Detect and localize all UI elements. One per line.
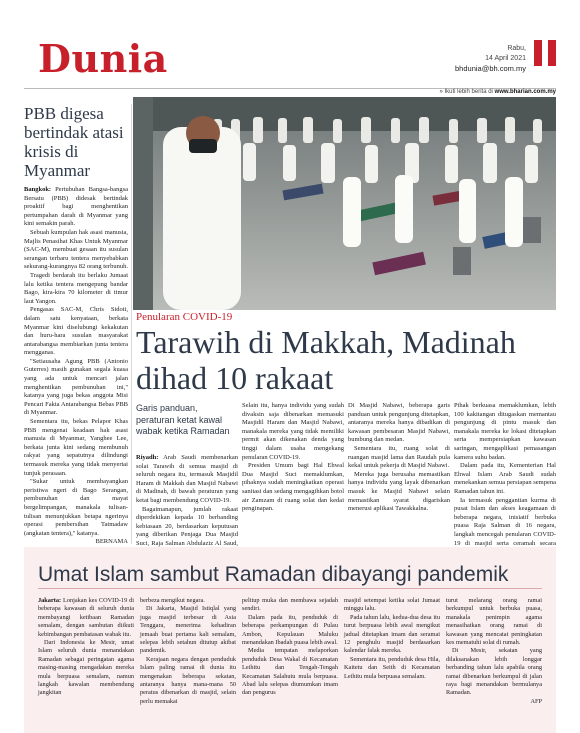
tagline-prefix: » Ikuti lebih berita di <box>439 89 495 95</box>
sidebar-body <box>24 186 128 547</box>
banner-article <box>24 547 556 733</box>
banner-paragraph: turut melarang orang ramai berkumpul untuk berbuka puasa, manakala penimpin agama menasihatkan orang ramai di kawasan yang mencatat peningkatan kes mematuhi solat di rumah. <box>446 597 542 647</box>
banner-paragraph: Lonjakan kes COVID-19 di beberapa kawasan di seluruh dunia membayangi ketibaan Ramadan semalam, dengan sambutan diikuti kebimbangan pembatasan wabak itu. <box>38 597 134 638</box>
issue-day: Rabu, <box>507 45 526 52</box>
main-paragraph: Mereka juga berusaha memastikan hanya individu yang layak dibenarkan masuk ke Masjid Nabawi selain memastikan syarat digariskan menerusi aplikasi Tawakkalna. <box>348 470 450 513</box>
banner-paragraph: Pada tahun lalu, kedua-dua desa itu turut berpuasa lebih awal mengikut jadual ditetapkan imam dan seramai 12 penghulu masjid berdasarkan kalendar falak mereka. <box>344 613 440 655</box>
banner-paragraph: Media tempatan melaporkan penduduk Desa Wakal di Kecamatan Leihitu dan Tengah-Tengah Kecamatan Salahutu mula berpuasa. Abad lalu selepas diumumkan imam dan pengurus <box>242 647 338 697</box>
mosque-photo <box>133 97 556 310</box>
sidebar-paragraph: Pengasas SAC-M, Chris Sidoti, dalam satu kenyataan, berkata Myanmar kini diselubungi kekakutan dan huru-hara susulan masyarakat antarabangsa membiarkan junta tentera mengganas. <box>24 306 128 357</box>
main-paragraph: Dalam pada itu, Kementerian Hal Ehwal Islam Arab Saudi sudah menekankan semua persiapan sempena Ramadan tahun ini. <box>454 462 556 495</box>
site-link[interactable]: www.bharian.com.my <box>494 89 556 95</box>
main-paragraph: Ia termasuk penggantian kurma di pusat Islam dan akses keagamaan di beberapa negara, inisiatif berbuka puasa Raja Salman di 16 negara, langkah mencegah penularan COVID-19 di masjid serta ceramah secara <box>454 496 556 547</box>
issue-date: 14 April 2021 <box>485 55 526 62</box>
main-paragraph: Pihak berkuasa memaklumkan, lebih 100 kakitangan ditugaskan memantau pengunjung di pintu masuk dan manakala mereka ke lokasi ditetapkan serta mempersiapkan kawasan saringan, mengaplikasi pemasangan kamera suhu badan. <box>454 402 556 461</box>
banner-headline: Umat Islam sambut Ramadan dibayangi pandemik <box>38 563 509 586</box>
banner-paragraph: Di Mesir, sekatan yang dilaksanakan lebih longgar berbanding tahun lalu apabila orang ramai dibenarkan berkumpul di jalan raya bagi menandakan bermulanya Ramadan. <box>446 647 542 697</box>
banner-paragraph: Sementara itu, penduduk desa Hila, Kaitetu dan Seith di Kecamatan Leihitu mula berpuasa semalam. <box>344 655 440 680</box>
banner-paragraph: Dalam pada itu, penduduk di beberapa perkampungan di Pulau Ambon, Kepulauan Maluku menandakan Ibadah puasa lebih awal. <box>242 613 338 647</box>
banner-paragraph: berbeza mengikut negara. <box>140 597 205 604</box>
main-paragraph: Bagaimanapun, jumlah rakaat diperdekikan kepada 10 berbanding kebiasaan 20, berdasarkan keputusan yang diberikan Penjaga Dua Masjid Suci, Raja Salman Abdulaziz Al Saud, <box>136 505 238 547</box>
sidebar-paragraph: "Setiausaha Agung PBB (Antonio Guterres) masih gunakan segala kuasa yang ada untuk mencari jalan menghentikan pembunuhan ini," katanya yang juga bekas anggota Misi Pencari Fakta Antarabangsa Bebas PBB di Myanmar. <box>24 357 128 417</box>
photo-illustration <box>133 97 556 310</box>
banner-column-1 <box>38 597 134 698</box>
banner-paragraph: pelitup muka dan membawa sejadah sendiri. <box>242 597 338 613</box>
main-paragraph: Selain itu, hanya individu yang sudah divaksin saja dibenarkan memasuki Masjidil Haram dan Masjid Nabawi, manakala mereka yang tidak memiliki permit akan dikenakan denda yang tinggi dalam usaha mengekang penularan COVID-19. <box>242 402 344 461</box>
sidebar-paragraph: Sementara itu, bekas Pelapor Khas PBB mengenai keadaan hak asasi manusia di Myanmar, Yanghee Lee, berkata junta kini sedang membunuh rakyat yang sepatutnya dilindungi termasuk mereka yang tidak menyertai tunjuk perasaan. <box>24 418 128 477</box>
banner-dateline: Jakarta: <box>38 597 62 604</box>
main-column-4 <box>454 402 556 565</box>
sidebar-headline: PBB digesa bertindak atasi krisis di Myanmar <box>24 104 124 180</box>
main-paragraph: Presiden Umum bagi Hal Ehwal Dua Masjid Suci memaklumkan, pihaknya sudah meningkatkan operasi sanitasi dan sedang mengagihkan botol air Zamzam di ruang solat dan kedai penginapan. <box>242 462 344 513</box>
banner-paragraph: Di Jakarta, Masjid Istiqlal yang juga masjid terbesar di Asia Tenggara, menerima kehadiran jemaah buat pertama kali semalam, selepas lebih setahun ditutup akibat pandemik. <box>140 605 236 655</box>
main-dateline: Riyadh: <box>136 454 159 461</box>
sidebar-paragraph: Sebuah kumpulan hak asasi manusia, Majlis Penasihat Khas Untuk Myanmar (SAC-M), membuat gesaan itu susulan serangan terbaru tentera menyebabkan sekurang-kurangnya 82 orang terbunuh. <box>24 228 128 271</box>
banner-byline: AFP <box>530 697 542 705</box>
section-email: bhdunia@bh.com.my <box>455 64 526 73</box>
main-paragraph: Arab Saudi membenarkan solat Tarawih di semua masjid di seluruh negara itu, termasuk Masjidil Haram di Makkah dan Masjid Nabawi di Madinah, di bawah peraturan yang ketat bagi membendung COVID-19. <box>136 454 238 504</box>
sidebar-paragraph: Tragedi berdarah itu berlaku Jumaat lalu ketika tentera mengepung bandar Bago, kira-kira 70 kilometer di timur laut Yangon. <box>24 271 128 305</box>
banner-column-5 <box>446 597 542 706</box>
sidebar-paragraph: "Sukar untuk membayangkan peristiwa ngeri di Bago Serangan, pembunuhan dan mayat bergelimpangan, manakala tulisan-tulisan menunjukkan betapa ngerinya operasi pembersihan Tatmadaw (angkatan tentera)," katanya. <box>24 478 128 537</box>
section-title: Dunia <box>38 36 168 81</box>
sidebar-byline: BERNAMA <box>95 538 128 546</box>
story-kicker: Penularan COVID-19 <box>136 311 233 323</box>
site-tagline <box>440 89 557 95</box>
banner-column-2 <box>140 597 236 706</box>
issue-meta <box>455 44 526 74</box>
page-mark-icon <box>534 40 556 66</box>
banner-paragraph: Dari Indonesia ke Mesir, umat Islam seluruh dunia menandakan Ramadan sebagai peringatan agama masing-masing mengadakan mereka mula berpuasa semalam, namun langkah kawalan membendung jangkitan <box>38 639 134 697</box>
main-article-body <box>136 402 556 546</box>
main-column-1 <box>136 454 238 557</box>
banner-column-4 <box>344 597 440 681</box>
main-column-3 <box>348 402 450 514</box>
banner-column-3 <box>242 597 338 698</box>
sidebar-paragraph: Pertubuhan Bangsa-bangsa Bersatu (PBB) didesak bertindak proaktif bagi menghentikan pertumpahan darah di Myanmar yang kini semakin parah. <box>24 186 128 228</box>
banner-rule <box>38 588 542 589</box>
banner-paragraph: masjid setempat ketika solat Jumaat minggu lalu. <box>344 597 440 613</box>
main-column-2 <box>242 402 344 514</box>
sidebar-dateline: Bangkok: <box>24 186 52 193</box>
main-paragraph: Di Masjid Nabawi, beberapa garis panduan untuk pengunjung ditetapkan, antaranya mereka hanya dibadikan di kawasan pembesaran Masjid Nabawi, bumbung dan medan. <box>348 402 450 444</box>
masthead <box>24 36 556 92</box>
banner-paragraph: Kerajaan negara dengan penduduk Islam paling ramai di dunia itu mengenakan beberapa sekatan, antaranya hanya mana-mana 50 peratus dibenarkan di masjid, selain perlu memakai <box>140 655 236 705</box>
column-divider <box>131 104 132 544</box>
main-paragraph: Sementara itu, ruang solat di ruangan masjid lama dan Raudah pula kekal untuk pekerja di Masjid Nabawi. <box>348 444 450 470</box>
main-subhead: Garis panduan, peraturan ketat kawal wabak ketika Ramadan <box>136 403 230 436</box>
main-headline: Tarawih di Makkah, Madinah dihad 10 rakaat <box>136 324 516 396</box>
sidebar-article <box>24 104 128 547</box>
